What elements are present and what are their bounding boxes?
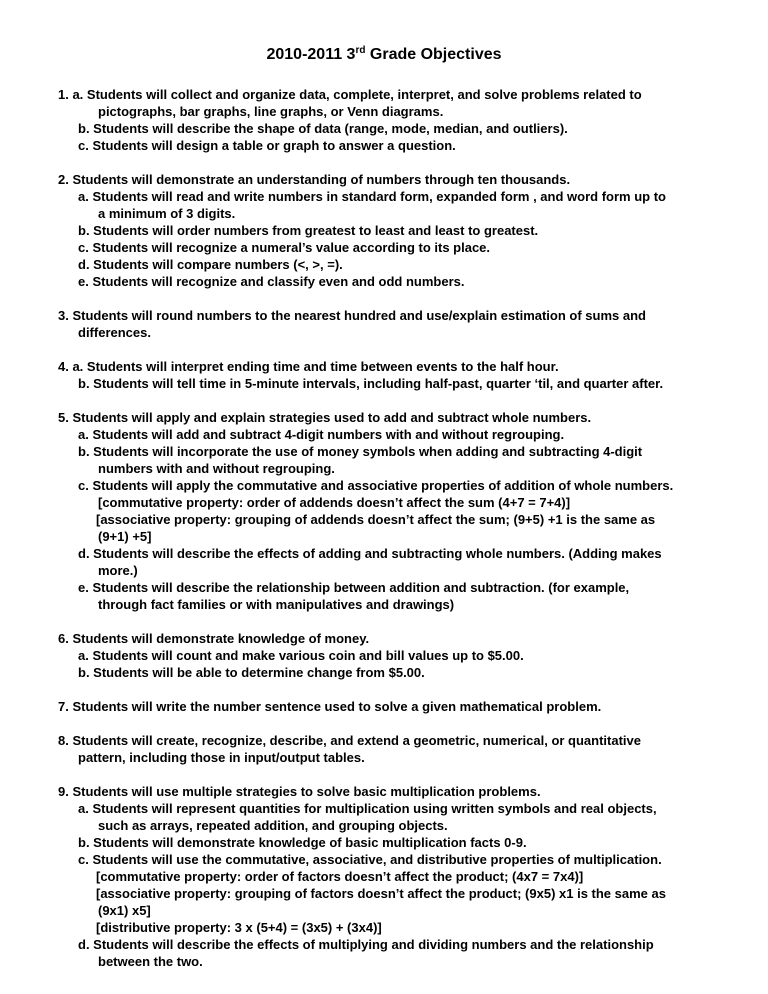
- objective-6b: b. Students will be able to determine change from $5.00.: [78, 665, 425, 680]
- document-title: [0, 46, 768, 64]
- objective-4a: 4. a. Students will interpret ending time and time between events to the half hour.: [58, 359, 559, 374]
- objective-9c-associative-line-1: [associative property: grouping of factors doesn’t affect the product; (9x5) x1 is the same as: [96, 886, 666, 901]
- objective-3-line-2: differences.: [78, 325, 151, 340]
- objective-9a-line-2: such as arrays, repeated addition, and grouping objects.: [98, 818, 448, 833]
- objective-2b: b. Students will order numbers from greatest to least and least to greatest.: [78, 223, 539, 238]
- objective-1a-line-2: pictographs, bar graphs, line graphs, or Venn diagrams.: [98, 104, 444, 119]
- objective-1a-line-1: 1. a. Students will collect and organize data, complete, interpret, and solve problems related to: [58, 87, 642, 102]
- objective-1b: b. Students will describe the shape of data (range, mode, median, and outliers).: [78, 121, 568, 136]
- objective-2: 2. Students will demonstrate an understanding of numbers through ten thousands.: [58, 172, 571, 187]
- objective-9c: c. Students will use the commutative, associative, and distributive properties of multiplication.: [78, 852, 662, 867]
- objective-5a: a. Students will add and subtract 4-digit numbers with and without regrouping.: [78, 427, 565, 442]
- objective-8-line-1: 8. Students will create, recognize, describe, and extend a geometric, numerical, or quantitative: [58, 733, 642, 748]
- objective-5c-associative-line-1: [associative property: grouping of addends doesn’t affect the sum; (9+5) +1 is the same as: [96, 512, 656, 527]
- objective-2a-line-2: a minimum of 3 digits.: [98, 206, 236, 221]
- objective-9c-distributive: [distributive property: 3 x (5+4) = (3x5) + (3x4)]: [96, 920, 382, 935]
- objective-7: 7. Students will write the number sentence used to solve a given mathematical problem.: [58, 699, 602, 714]
- objective-5: 5. Students will apply and explain strategies used to add and subtract whole numbers.: [58, 410, 592, 425]
- objective-5e-line-1: e. Students will describe the relationship between addition and subtraction. (for example,: [78, 580, 630, 595]
- objective-9: 9. Students will use multiple strategies to solve basic multiplication problems.: [58, 784, 541, 799]
- objective-5e-line-2: through fact families or with manipulatives and drawings): [98, 597, 455, 612]
- objective-9c-commutative: [commutative property: order of factors doesn’t affect the product; (4x7 = 7x4)]: [96, 869, 584, 884]
- title-text-end: Grade Objectives: [365, 46, 502, 63]
- objective-2e: e. Students will recognize and classify even and odd numbers.: [78, 274, 465, 289]
- objective-6: 6. Students will demonstrate knowledge of money.: [58, 631, 370, 646]
- objective-3-line-1: 3. Students will round numbers to the nearest hundred and use/explain estimation of sums and: [58, 308, 646, 323]
- objective-5c-commutative: [commutative property: order of addends doesn’t affect the sum (4+7 = 7+4)]: [98, 495, 571, 510]
- objective-1c: c. Students will design a table or graph to answer a question.: [78, 138, 456, 153]
- objective-9d-line-2: between the two.: [98, 954, 203, 969]
- objective-4b: b. Students will tell time in 5-minute intervals, including half-past, quarter ‘til, and quarter after.: [78, 376, 664, 391]
- objective-2a-line-1: a. Students will read and write numbers in standard form, expanded form , and word form up to: [78, 189, 666, 204]
- objective-5c: c. Students will apply the commutative and associative properties of addition of whole numbers.: [78, 478, 674, 493]
- title-text: 2010-2011 3: [266, 46, 356, 63]
- objective-9d-line-1: d. Students will describe the effects of multiplying and dividing numbers and the relationship: [78, 937, 654, 952]
- objective-9c-associative-line-2: (9x1) x5]: [98, 903, 151, 918]
- objective-5d-line-2: more.): [98, 563, 138, 578]
- objective-2c: c. Students will recognize a numeral’s value according to its place.: [78, 240, 491, 255]
- objective-6a: a. Students will count and make various coin and bill values up to $5.00.: [78, 648, 524, 663]
- objective-9a-line-1: a. Students will represent quantities for multiplication using written symbols and real objects,: [78, 801, 657, 816]
- objective-5b-line-1: b. Students will incorporate the use of money symbols when adding and subtracting 4-digit: [78, 444, 643, 459]
- objective-9b: b. Students will demonstrate knowledge of basic multiplication facts 0-9.: [78, 835, 527, 850]
- objective-2d: d. Students will compare numbers (<, >, =).: [78, 257, 343, 272]
- objective-5d-line-1: d. Students will describe the effects of adding and subtracting whole numbers. (Adding makes: [78, 546, 662, 561]
- objective-5c-associative-line-2: (9+1) +5]: [98, 529, 152, 544]
- objective-5b-line-2: numbers with and without regrouping.: [98, 461, 335, 476]
- title-superscript: rd: [355, 45, 366, 56]
- objective-8-line-2: pattern, including those in input/output tables.: [78, 750, 365, 765]
